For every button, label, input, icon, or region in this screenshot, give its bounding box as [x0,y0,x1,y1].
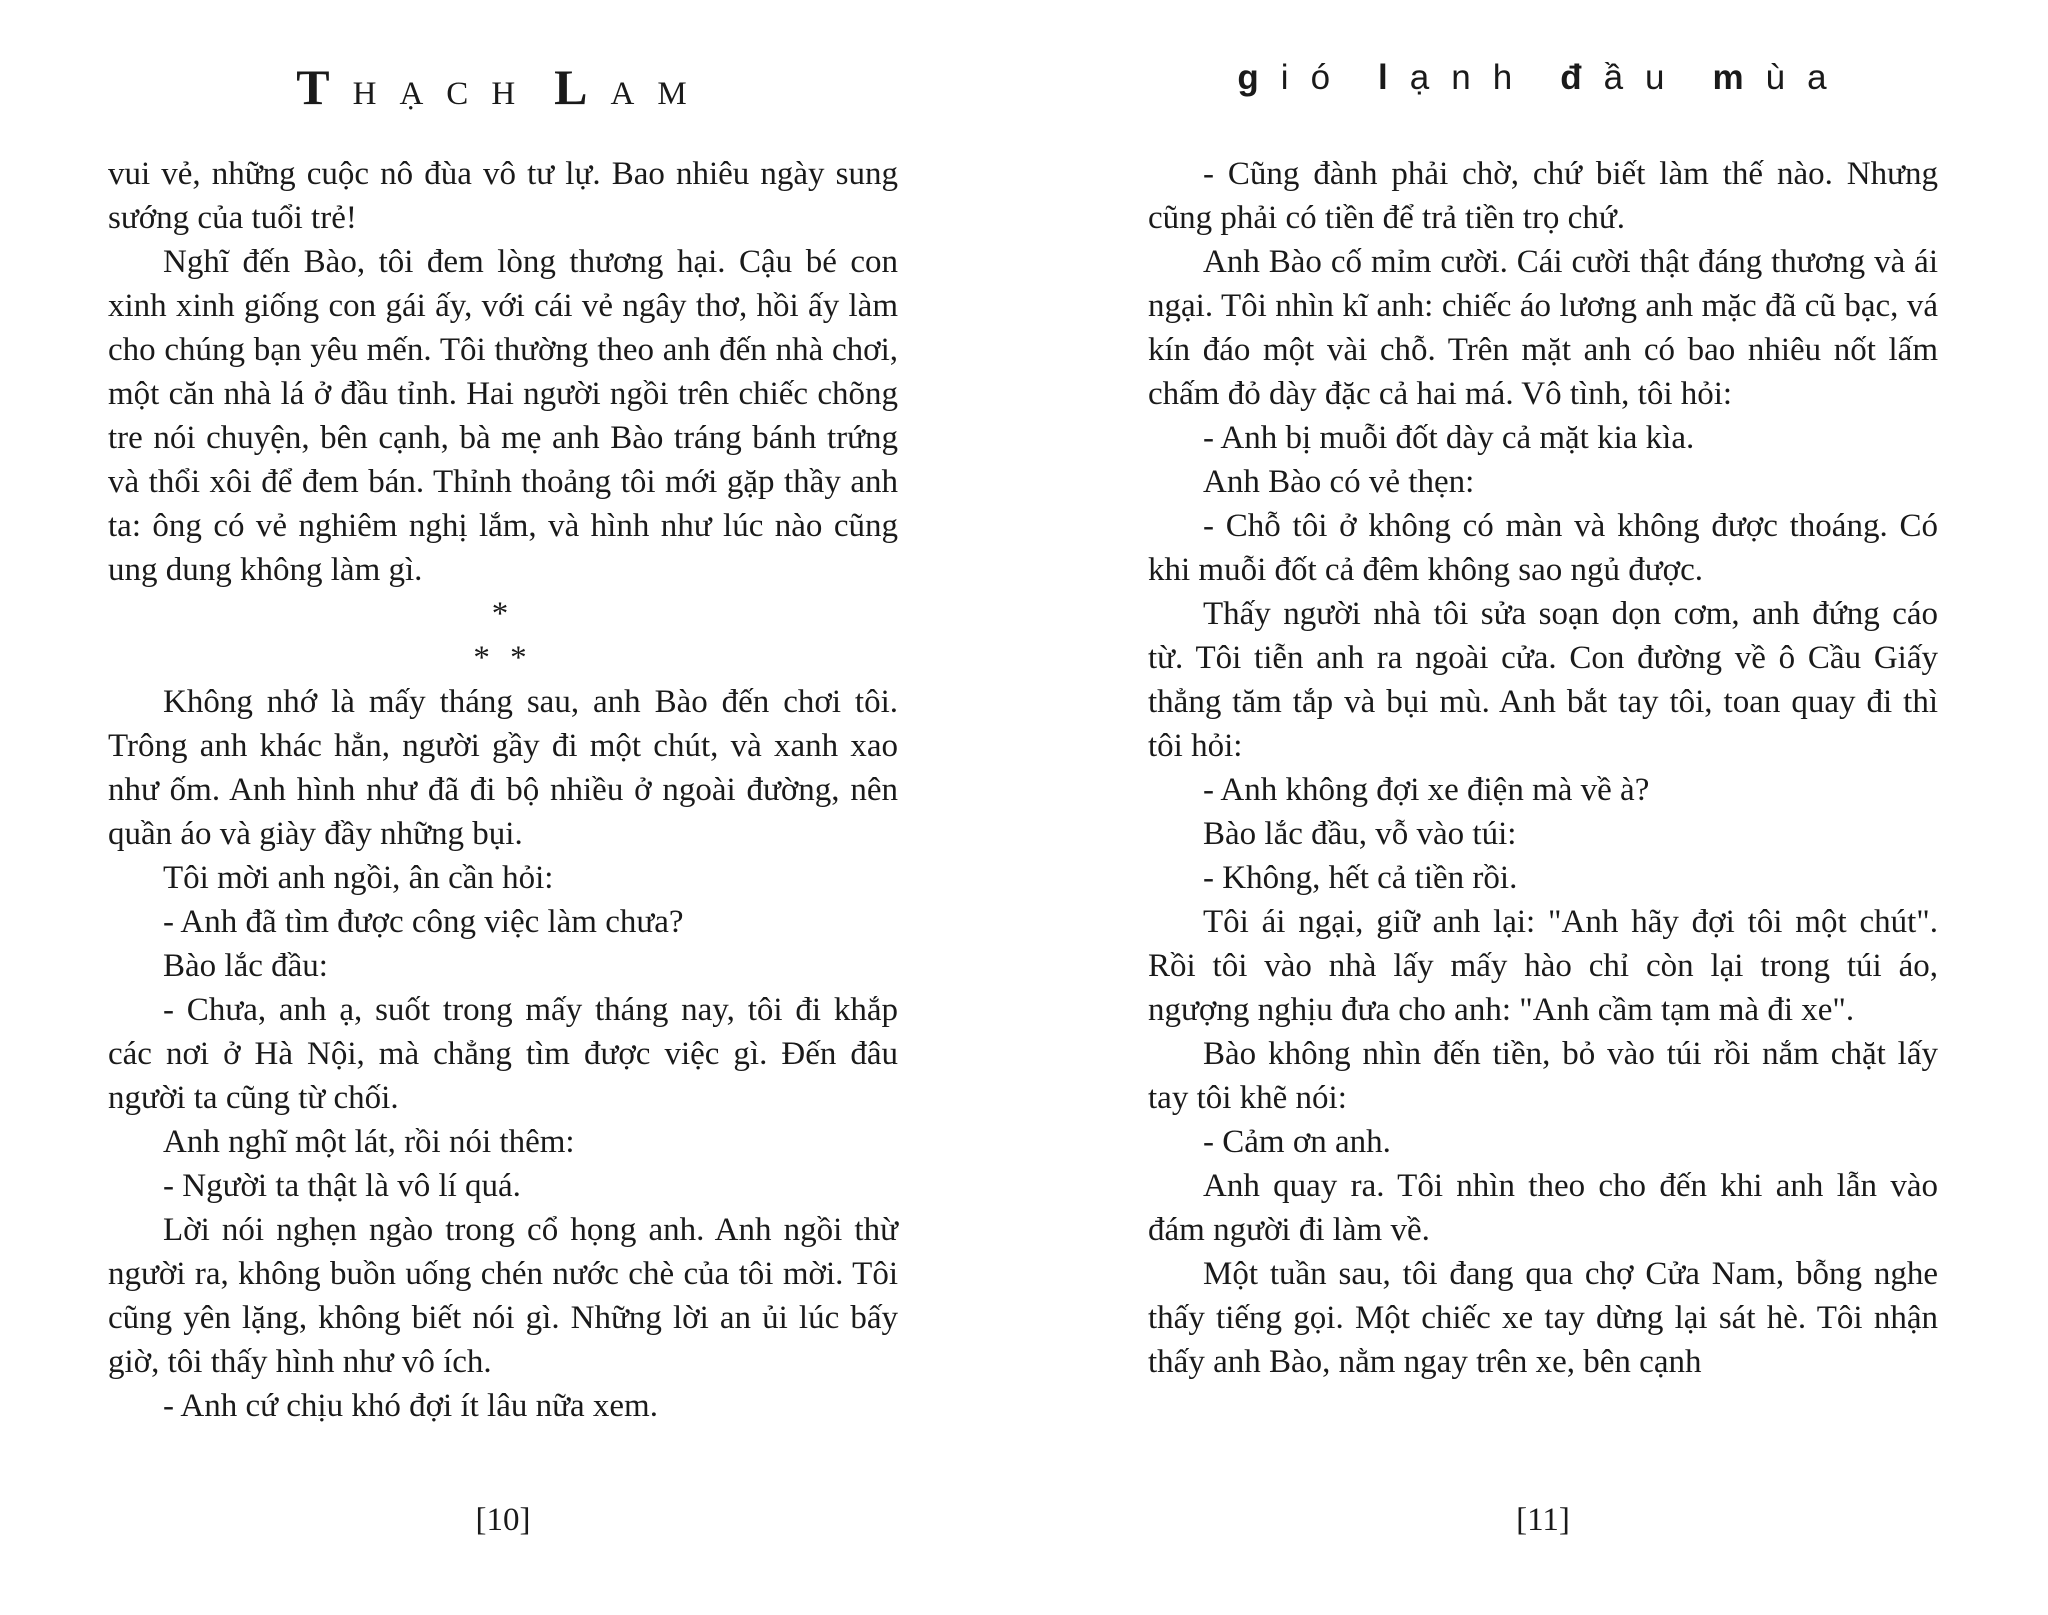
dialogue-line: - Anh cứ chịu khó đợi ít lâu nữa xem. [163,1388,658,1424]
paragraph: Nghĩ đến Bào, tôi đem lòng thương hại. Cậu bé con xinh xinh giống con gái ấy, với cái vẻ ngây thơ, hồi ấy làm cho chúng bạn yêu mến. Tôi thường theo anh đến nhà chơi, một căn nhà lá ở đầu tỉnh. Hai người ngồi trên chiếc chõng tre nói chuyện, bên cạnh, bà mẹ anh Bào tráng bánh trứng và thổi xôi để đem bán. Thỉnh thoảng tôi mới gặp thầy anh ta: ông có vẻ nghiêm nghị lắm, và hình như lúc nào cũng ung dung không làm gì. [108,244,898,588]
dialogue-line: - Anh đã tìm được công việc làm chưa? [163,904,684,940]
paragraph: Bào không nhìn đến tiền, bỏ vào túi rồi nắm chặt lấy tay tôi khẽ nói: [1148,1036,1938,1116]
separator-star-top: * [491,596,515,632]
author-header [108,58,898,116]
dialogue-line: - Chỗ tôi ở không có màn và không được thoáng. Có khi muỗi đốt cả đêm không sao ngủ được. [1148,508,1938,588]
paragraph: Không nhớ là mấy tháng sau, anh Bào đến chơi tôi. Trông anh khác hẳn, người gầy đi một chút, và xanh xao như ốm. Anh hình như đã đi bộ nhiều ở ngoài đường, nên quần áo và giày đầy những bụi. [108,684,898,852]
dialogue-line: - Anh không đợi xe điện mà về à? [1203,772,1650,808]
author-header-initial-t: T [296,59,353,115]
paragraph: Một tuần sau, tôi đang qua chợ Cửa Nam, bỗng nghe thấy tiếng gọi. Một chiếc xe tay dừng lại sát hè. Tôi nhận thấy anh Bào, nằm ngay trên xe, bên cạnh [1148,1256,1938,1380]
paragraph: Bào lắc đầu, vỗ vào túi: [1203,816,1517,852]
author-header-rest-hach: HẠCH [352,76,539,112]
paragraph: Anh Bào cố mỉm cười. Cái cười thật đáng thương và ái ngại. Tôi nhìn kĩ anh: chiếc áo lương anh mặc đã cũ bạc, vá kín đáo một vài chỗ. Trên mặt anh có bao nhiêu nốt lấm chấm đỏ dày đặc cả hai má. Vô tình, tôi hỏi: [1148,244,1938,412]
section-separator [108,592,898,680]
author-header-rest-am: AM [610,76,710,112]
left-page [108,0,898,1615]
dialogue-line: - Cũng đành phải chờ, chứ biết làm thế nào. Nhưng cũng phải có tiền để trả tiền trọ chứ. [1148,156,1938,236]
paragraph: Thấy người nhà tôi sửa soạn dọn cơm, anh đứng cáo từ. Tôi tiễn anh ra ngoài cửa. Con đường về ô Cầu Giấy thẳng tăm tắp và bụi mù. Anh bắt tay tôi, toan quay đi thì tôi hỏi: [1148,596,1938,764]
page-number-right: [11] [1516,1502,1570,1538]
paragraph: Anh nghĩ một lát, rồi nói thêm: [163,1124,575,1160]
dialogue-line: - Cảm ơn anh. [1203,1124,1391,1160]
title-word-lanh: lạnh [1378,58,1535,97]
paragraph: Tôi ái ngại, giữ anh lại: "Anh hãy đợi tôi một chút". Rồi tôi vào nhà lấy mấy hào chỉ còn lại trong túi áo, ngượng nghịu đưa cho anh: "Anh cầm tạm mà đi xe". [1148,904,1938,1028]
paragraph: vui vẻ, những cuộc nô đùa vô tư lự. Bao nhiêu ngày sung sướng của tuổi trẻ! [108,156,898,236]
dialogue-line: - Chưa, anh ạ, suốt trong mấy tháng nay, tôi đi khắp các nơi ở Hà Nội, mà chẳng tìm được việc gì. Đến đâu người ta cũng từ chối. [108,992,898,1116]
title-word-dau: đầu [1560,58,1687,97]
paragraph: Lời nói nghẹn ngào trong cổ họng anh. Anh ngồi thừ người ra, không buồn uống chén nước chè của tôi mời. Tôi cũng yên lặng, không biết nói gì. Những lời an ủi lúc bấy giờ, tôi thấy hình như vô ích. [108,1212,898,1380]
separator-stars-bottom: * * [473,640,533,676]
title-header [1148,58,1938,98]
dialogue-line: - Người ta thật là vô lí quá. [163,1168,521,1204]
page-number-left: [10] [475,1502,531,1538]
title-word-mua: mùa [1712,58,1849,97]
paragraph: Tôi mời anh ngồi, ân cần hỏi: [163,860,554,896]
paragraph: Anh quay ra. Tôi nhìn theo cho đến khi anh lẫn vào đám người đi làm về. [1148,1168,1938,1248]
paragraph: Bào lắc đầu: [163,948,328,984]
right-page-body [1148,152,1938,1384]
right-page [1148,0,1938,1615]
dialogue-line: - Anh bị muỗi đốt dày cả mặt kia kìa. [1203,420,1695,456]
title-word-gio: gió [1237,58,1353,97]
dialogue-line: - Không, hết cả tiền rồi. [1203,860,1518,896]
paragraph: Anh Bào có vẻ thẹn: [1203,464,1475,500]
left-page-body [108,152,898,1428]
author-header-initial-l: L [554,59,611,115]
